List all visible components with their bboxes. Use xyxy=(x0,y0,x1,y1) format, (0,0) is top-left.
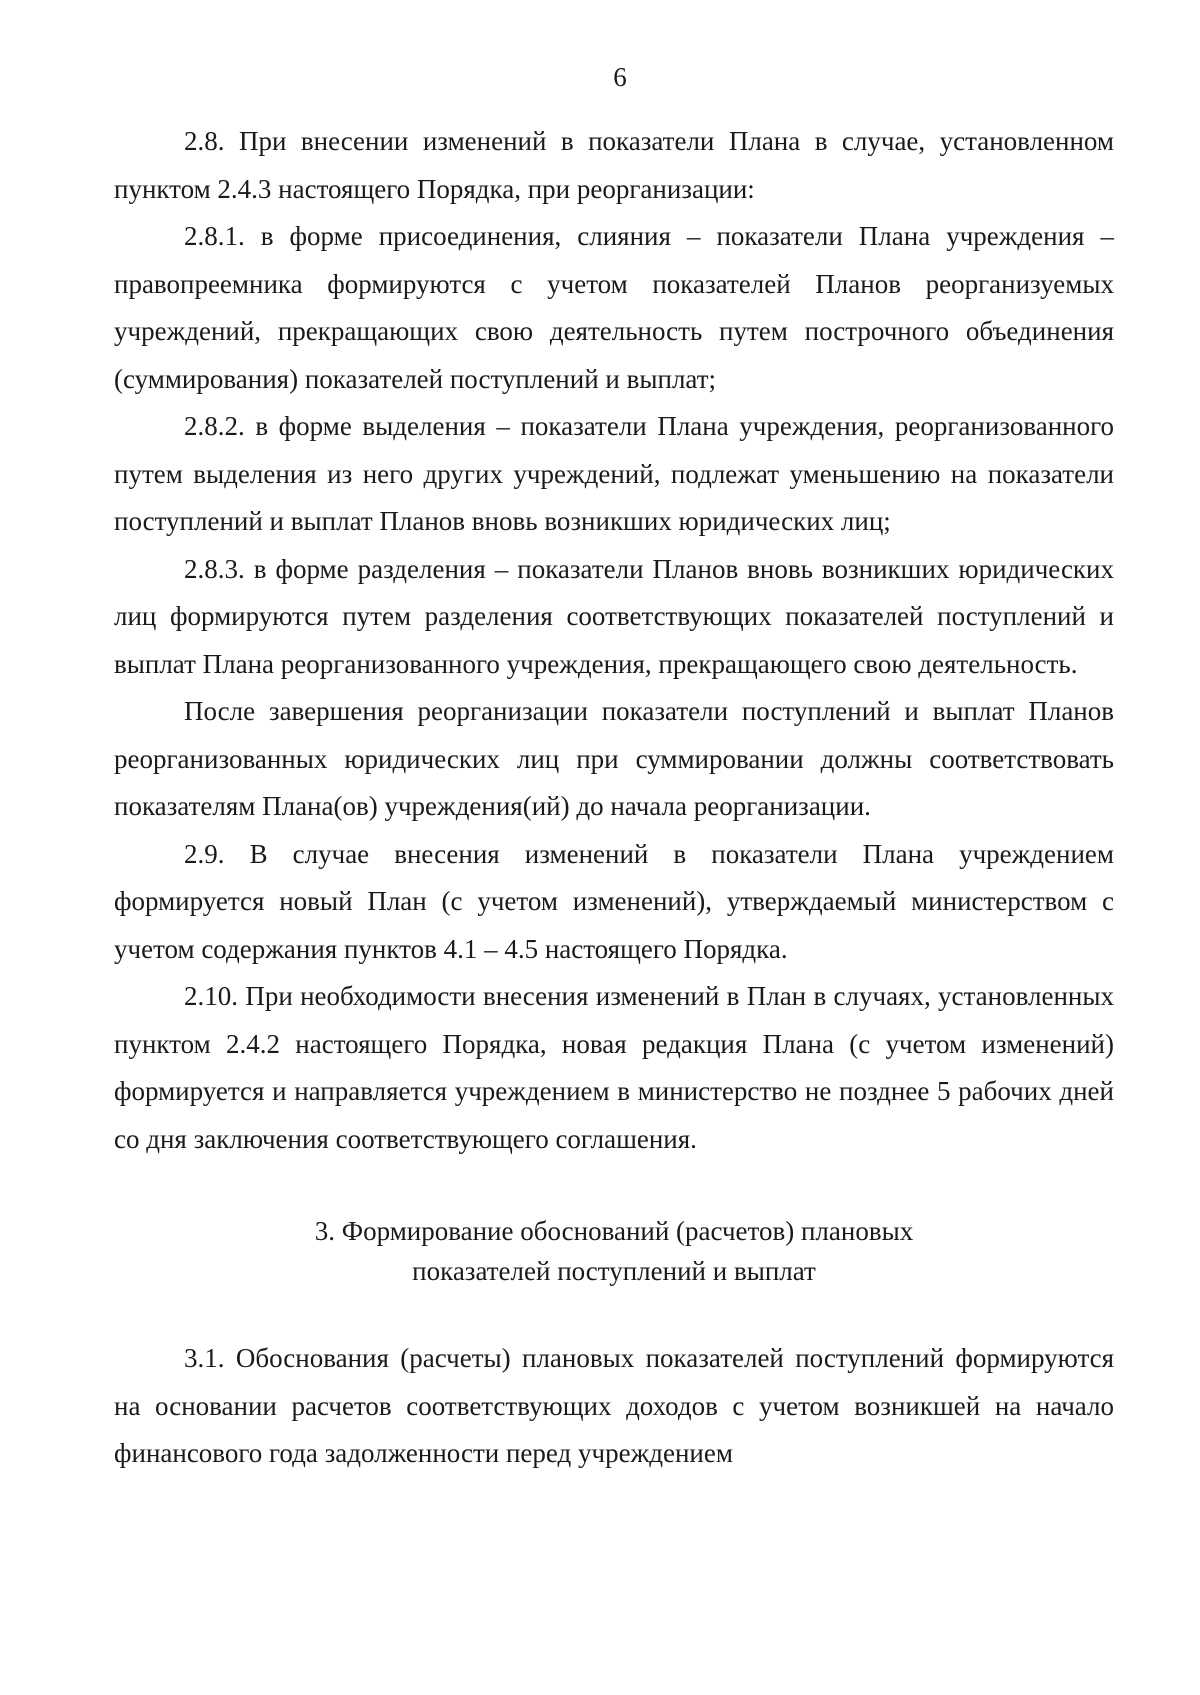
section-heading-line-1: 3. Формирование обоснований (расчетов) плановых xyxy=(314,1216,914,1246)
paragraph-2-8-3: 2.8.3. в форме разделения – показатели Планов вновь возникших юридических лиц формируются путем разделения соответствующих показателей поступлений и выплат Плана реорганизованного учреждения, прекращающего свою деятельность. xyxy=(114,553,1114,679)
paragraph-3-1: 3.1. Обоснования (расчеты) плановых показателей поступлений формируются на основании расчетов соответствующих доходов с учетом возникшей на начало финансового года задолженности перед учреждением xyxy=(114,1343,1114,1468)
paragraph-2-8-2: 2.8.2. в форме выделения – показатели Плана учреждения, реорганизованного путем выделения из него других учреждений, подлежат уменьшению на показатели поступлений и выплат Планов вновь возникших юридических лиц; xyxy=(114,411,1114,536)
section-heading-line-2: показателей поступлений и выплат xyxy=(412,1256,816,1286)
paragraph-2-8-1: 2.8.1. в форме присоединения, слияния – показатели Плана учреждения – правопреемника формируются с учетом показателей Планов реорганизуемых учреждений, прекращающих свою деятельность путем построчного объединения (суммирования) показателей поступлений и выплат; xyxy=(114,221,1114,394)
document-body xyxy=(114,118,1114,1478)
paragraph-2-9: 2.9. В случае внесения изменений в показатели Плана учреждением формируется новый План (с учетом изменений), утверждаемый министерством с учетом содержания пунктов 4.1 – 4.5 настоящего Порядка. xyxy=(114,838,1114,964)
paragraph-2-8: 2.8. При внесении изменений в показатели Плана в случае, установленном пунктом 2.4.3 настоящего Порядка, при реорганизации: xyxy=(114,126,1114,204)
page-number: 6 xyxy=(613,62,627,92)
paragraph-2-10: 2.10. При необходимости внесения изменений в План в случаях, установленных пунктом 2.4.2 настоящего Порядка, новая редакция Плана (с учетом изменений) формируется и направляется учреждением в министерство не позднее 5 рабочих дней со дня заключения соответствующего соглашения. xyxy=(114,981,1114,1154)
section-heading xyxy=(114,1211,1114,1291)
paragraph-after-reorganization: После завершения реорганизации показатели поступлений и выплат Планов реорганизованных юридических лиц при суммировании должны соответствовать показателям Плана(ов) учреждения(ий) до начала реорганизации. xyxy=(114,696,1114,821)
